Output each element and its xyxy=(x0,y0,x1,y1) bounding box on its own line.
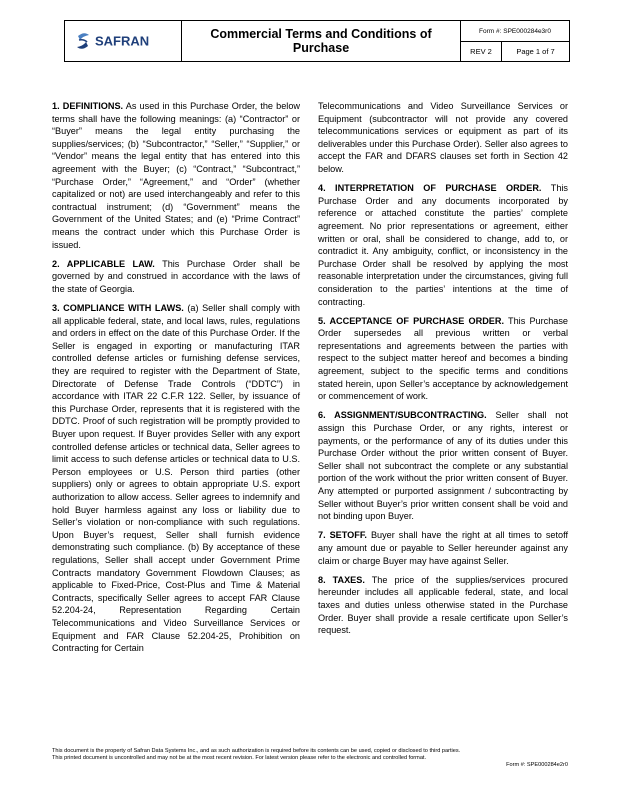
footer-form-number: Form #: SPE000284e2r0 xyxy=(506,762,568,769)
document-header xyxy=(64,20,570,62)
meta-cell xyxy=(461,21,569,61)
logo-text: SAFRAN xyxy=(95,33,150,49)
section-compliance xyxy=(52,302,300,655)
section-body: The price of the supplies/services procured hereunder includes all applicable federal, state, and local taxes and duties unless otherwise stated in the Purchase Order. Buyer shall provide a resale certificate upon Seller’s request. xyxy=(318,574,569,636)
footer-property-notice: This document is the property of Safran Data Systems Inc., and as such authorization is required before its contents can be used, copied or disclosed to third parties. xyxy=(52,748,461,754)
section-heading: 6. ASSIGNMENT/SUBCONTRACTING. xyxy=(318,410,487,421)
left-column xyxy=(52,100,300,661)
page-number: Page 1 of 7 xyxy=(516,47,555,56)
logo-cell xyxy=(65,21,182,61)
document-footer xyxy=(52,748,568,770)
section-heading: 2. APPLICABLE LAW. xyxy=(52,258,155,269)
section-body: Buyer shall have the right at all times to setoff any amount due or payable to Seller hereunder against any claim or charge Buyer may have against Seller. xyxy=(318,530,568,566)
section-body: As used in this Purchase Order, the below terms shall have the following meanings: (a) “Contractor” or “Buyer” means the legal entity purchasing the supplies/services; (b) “Subcontractor,” “Seller,” “Supplier,” or “Vendor” means the legal entity that has entered into this agreement with the Buyer; (c) “Contract,” “Subcontract,” “Purchase Order,” “Agreement,” and “Order” (whether capitalized or not) are used interchangeably and refer to this contractual instrument; (d) “Government” means the Government of the United States; and (e) “Prime Contract” means the contract under which this Purchase Order is issued. xyxy=(52,101,300,250)
section-acceptance xyxy=(318,315,568,403)
section-heading: 1. DEFINITIONS. xyxy=(52,101,124,111)
meta-bottom xyxy=(461,42,569,61)
section-setoff xyxy=(318,529,568,567)
section-heading: 7. SETOFF. xyxy=(318,530,367,541)
document-title: Commercial Terms and Conditions of Purchase xyxy=(182,21,461,61)
right-column xyxy=(318,100,568,643)
section-body: (a) Seller shall comply with all applicable federal, state, and local laws, rules, regulations and orders in effect on the date of this Purchase Order. If the Seller is engaged in exporting or manufacturing ITAR controlled defense articles or furnishing defense services, they are required to register with the Department of State, Directorate of Defense Trade Controls (“DDTC”) in accordance with ITAR 22 C.F.R 122. Seller, by issuance of this Purchase Order, represents that it is registered with the DDTC. Proof of such registration will be promptly provided to Buyer upon request. If Buyer provides Seller with any export controlled defense articles or technical data, Seller agrees to limit access to such defense articles or technical data to U.S. Person employees or U.S. Person third parties (other suppliers) only or agrees to obtain appropriate U.S. export authorization to allow access. Seller agrees to indemnify and hold Buyer harmless against any loss or liability due to Seller’s violation or non-compliance with such regulations. Upon Buyer’s request, Seller shall furnish evidence demonstrating such compliance. (b) By acceptance of these regulations, Seller shall accept under Government Prime Contracts mandatory Government Flowdown Clauses; as applicable to Fixed-Price, Cost-Plus and Time & Material Contracts, specifically Seller agrees to accept FAR Clause 52.204-24, Representation Regarding Certain Telecommunications and Video Surveillance Services or Equipment and FAR Clause 52.204-25, Prohibition on Contracting for Certain xyxy=(52,303,300,654)
section-body: Seller shall not assign this Purchase Order, or any rights, interest or payments, or the performance of any of its duties under this Purchase Order without the prior written consent of Buyer. Seller shall not subcontract the complete or any substantial portion of the work without the prior written consent of Buyer. Any attempted or purported assignment / subcontracting by Seller without Buyer’s prior written consent shall be void and not binding upon Buyer. xyxy=(318,410,568,522)
section-assignment xyxy=(318,409,568,522)
section-body: This Purchase Order and any documents incorporated by reference or attached constitute the parties’ complete agreement. No prior representations or agreement, either written or oral, shall be considered to change, add to, or contradict it. Any ambiguity, conflict, or inconsistency in the Purchase Order shall be resolved by applying the most reasonable interpretation under the circumstances, giving full consideration to the parties’ intentions at the time of contracting. xyxy=(318,183,568,307)
revision: REV 2 xyxy=(461,42,502,61)
safran-logo xyxy=(74,30,172,52)
section-definitions xyxy=(52,100,300,251)
section-interpretation xyxy=(318,182,568,308)
section-body: This Purchase Order supersedes all previous written or verbal representations and agreements between the parties with respect to the subject matter hereof and becomes a binding agreement, subject to the specific terms and conditions stated herein, upon Seller’s acceptance by acknowledgement or commencement of work. xyxy=(318,315,568,402)
section-heading: 8. TAXES. xyxy=(318,574,365,585)
section-taxes xyxy=(318,574,568,637)
section-heading: 5. ACCEPTANCE OF PURCHASE ORDER. xyxy=(318,315,505,326)
section-body: This Purchase Order shall be governed by and construed in accordance with the laws of the state of Georgia. xyxy=(52,258,301,294)
section-applicable-law xyxy=(52,258,300,296)
footer-uncontrolled-notice: This printed document is uncontrolled and may not be at the most recent revision. For latest version please refer to the electronic and controlled format. xyxy=(52,755,427,762)
section-compliance-continued: Telecommunications and Video Surveillance Services or Equipment (subcontractor will not provide any covered telecommunications services or equipment as part of its deliverables under this Purchase Order). Seller also agrees to accept the FAR and DFARS clauses set forth in Section 42 below. xyxy=(318,101,568,174)
form-number: Form #: SPE000284e3r0 xyxy=(461,21,569,42)
section-heading: 4. INTERPRETATION OF PURCHASE ORDER. xyxy=(318,183,542,194)
section-heading: 3. COMPLIANCE WITH LAWS. xyxy=(52,303,184,314)
